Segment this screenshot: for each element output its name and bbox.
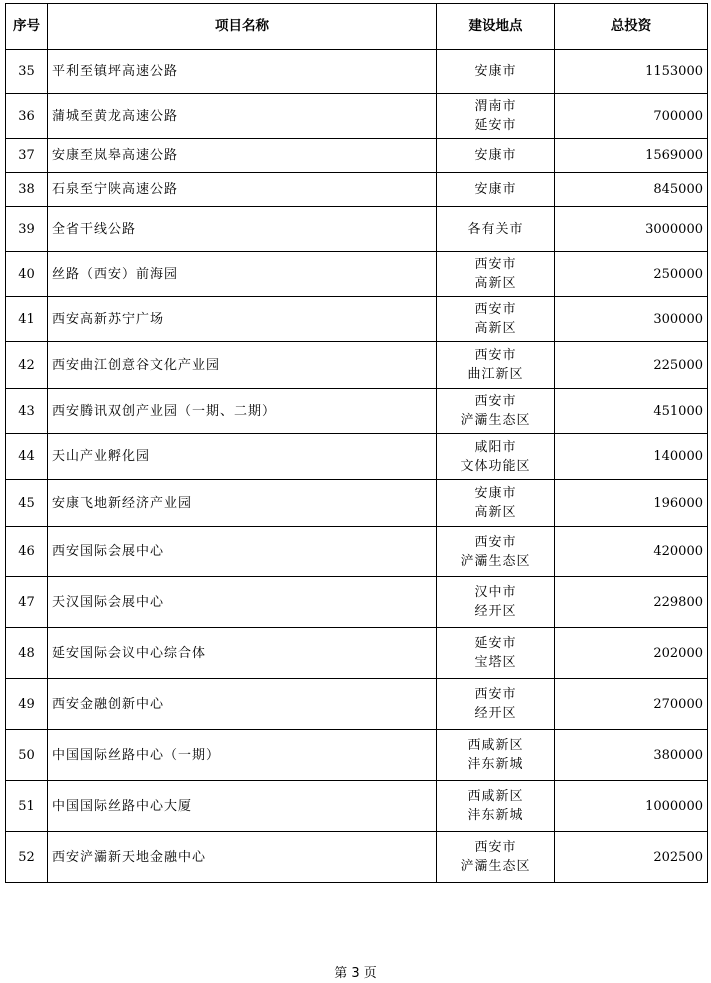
project-name: 西安金融创新中心 [48, 679, 437, 730]
project-name: 西安国际会展中心 [48, 527, 437, 577]
project-name: 安康至岚皋高速公路 [48, 139, 437, 173]
total-investment: 1569000 [555, 139, 708, 173]
construction-location [437, 577, 555, 628]
location-line: 汉中市 [474, 585, 517, 600]
project-name: 西安腾讯双创产业园（一期、二期） [48, 389, 437, 434]
location-line: 西安市 [474, 394, 517, 409]
total-investment: 196000 [555, 480, 708, 527]
table-row [6, 173, 708, 207]
row-number: 50 [6, 730, 48, 781]
table-row [6, 527, 708, 577]
total-investment: 229800 [555, 577, 708, 628]
row-number: 40 [6, 252, 48, 297]
location-line: 西咸新区 [467, 789, 524, 804]
project-name: 全省干线公路 [48, 207, 437, 252]
construction-location [437, 730, 555, 781]
location-line: 沣东新城 [467, 757, 524, 772]
location-line: 经开区 [474, 604, 517, 619]
construction-location [437, 832, 555, 883]
total-investment: 202500 [555, 832, 708, 883]
header-investment: 总投资 [555, 4, 708, 50]
row-number: 37 [6, 139, 48, 173]
location-line: 西安市 [474, 257, 517, 272]
project-name: 安康飞地新经济产业园 [48, 480, 437, 527]
row-number: 46 [6, 527, 48, 577]
total-investment: 202000 [555, 628, 708, 679]
row-number: 48 [6, 628, 48, 679]
construction-location [437, 252, 555, 297]
project-table [5, 3, 708, 883]
project-name: 平利至镇坪高速公路 [48, 50, 437, 94]
project-name: 延安国际会议中心综合体 [48, 628, 437, 679]
table-row [6, 139, 708, 173]
total-investment: 140000 [555, 434, 708, 480]
location-line: 西安市 [474, 348, 517, 363]
location-line: 西咸新区 [467, 738, 524, 753]
table-row [6, 781, 708, 832]
location-line: 高新区 [474, 505, 517, 520]
row-number: 36 [6, 94, 48, 139]
construction-location [437, 480, 555, 527]
row-number: 38 [6, 173, 48, 207]
location-line: 西安市 [474, 534, 517, 550]
table-row [6, 628, 708, 679]
construction-location [437, 207, 555, 252]
location-line: 高新区 [474, 276, 517, 291]
row-number: 44 [6, 434, 48, 480]
location-line: 经开区 [474, 706, 517, 721]
row-number: 39 [6, 207, 48, 252]
construction-location [437, 679, 555, 730]
table-row [6, 832, 708, 883]
construction-location [437, 94, 555, 139]
construction-location [437, 139, 555, 173]
project-name: 丝路（西安）前海园 [48, 252, 437, 297]
table-row [6, 94, 708, 139]
row-number: 49 [6, 679, 48, 730]
location-line: 浐灞生态区 [460, 553, 531, 569]
project-name: 天汉国际会展中心 [48, 577, 437, 628]
location-line: 西安市 [474, 840, 517, 855]
table-row [6, 389, 708, 434]
location-line: 文体功能区 [460, 458, 531, 474]
table-row [6, 480, 708, 527]
construction-location [437, 342, 555, 389]
construction-location [437, 628, 555, 679]
total-investment: 700000 [555, 94, 708, 139]
location-line: 安康市 [474, 148, 517, 163]
table-row [6, 679, 708, 730]
location-line: 高新区 [474, 321, 517, 336]
row-number: 47 [6, 577, 48, 628]
location-line: 西安市 [474, 302, 517, 317]
total-investment: 1000000 [555, 781, 708, 832]
location-line: 渭南市 [474, 99, 517, 114]
page-number: 第 3 页 [334, 966, 377, 981]
total-investment: 845000 [555, 173, 708, 207]
location-line: 宝塔区 [474, 655, 517, 670]
header-name: 项目名称 [48, 4, 437, 50]
project-name: 西安曲江创意谷文化产业园 [48, 342, 437, 389]
location-line: 咸阳市 [474, 439, 517, 455]
total-investment: 420000 [555, 527, 708, 577]
total-investment: 451000 [555, 389, 708, 434]
total-investment: 1153000 [555, 50, 708, 94]
construction-location [437, 434, 555, 480]
project-name: 西安高新苏宁广场 [48, 297, 437, 342]
table-row [6, 297, 708, 342]
row-number: 41 [6, 297, 48, 342]
header-location: 建设地点 [437, 4, 555, 50]
project-name: 天山产业孵化园 [48, 434, 437, 480]
location-line: 安康市 [474, 182, 517, 197]
total-investment: 300000 [555, 297, 708, 342]
location-line: 安康市 [474, 64, 517, 79]
table-row [6, 50, 708, 94]
location-line: 各有关市 [467, 221, 524, 237]
total-investment: 380000 [555, 730, 708, 781]
row-number: 51 [6, 781, 48, 832]
table-row [6, 252, 708, 297]
total-investment: 270000 [555, 679, 708, 730]
location-line: 西安市 [474, 687, 517, 702]
location-line: 延安市 [474, 118, 517, 133]
project-name: 中国国际丝路中心（一期） [48, 730, 437, 781]
construction-location [437, 297, 555, 342]
location-line: 浐灞生态区 [460, 413, 531, 428]
construction-location [437, 173, 555, 207]
table-row [6, 730, 708, 781]
construction-location [437, 50, 555, 94]
header-no: 序号 [6, 4, 48, 50]
row-number: 45 [6, 480, 48, 527]
row-number: 35 [6, 50, 48, 94]
table-row [6, 434, 708, 480]
table-row [6, 342, 708, 389]
total-investment: 3000000 [555, 207, 708, 252]
location-line: 沣东新城 [467, 808, 524, 823]
project-name: 中国国际丝路中心大厦 [48, 781, 437, 832]
project-name: 西安浐灞新天地金融中心 [48, 832, 437, 883]
row-number: 52 [6, 832, 48, 883]
total-investment: 225000 [555, 342, 708, 389]
row-number: 43 [6, 389, 48, 434]
construction-location [437, 527, 555, 577]
location-line: 曲江新区 [467, 367, 524, 382]
table-row [6, 577, 708, 628]
location-line: 延安市 [474, 636, 517, 651]
project-name: 石泉至宁陕高速公路 [48, 173, 437, 207]
construction-location [437, 781, 555, 832]
project-name: 蒲城至黄龙高速公路 [48, 94, 437, 139]
total-investment: 250000 [555, 252, 708, 297]
table-row [6, 207, 708, 252]
table-header-row [6, 4, 708, 50]
row-number: 42 [6, 342, 48, 389]
location-line: 安康市 [474, 486, 517, 501]
construction-location [437, 389, 555, 434]
location-line: 浐灞生态区 [460, 859, 531, 874]
